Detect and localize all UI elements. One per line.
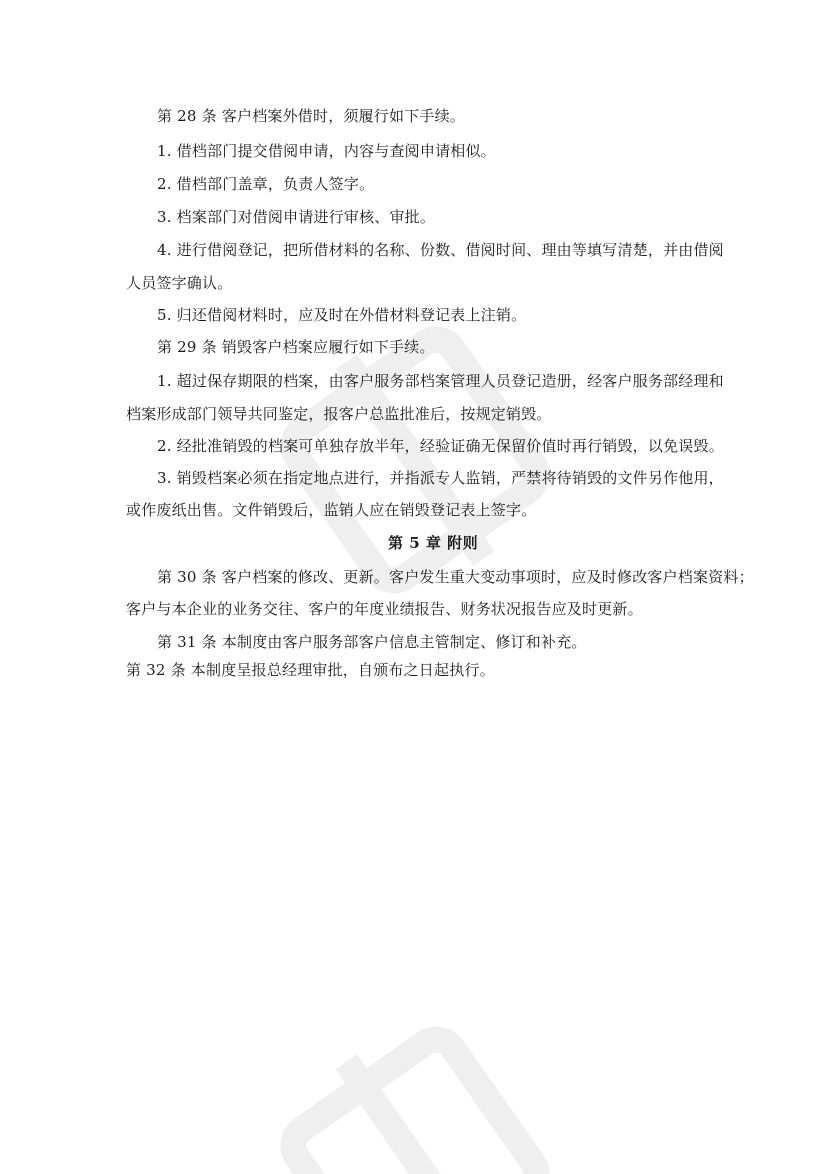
article-32: 第 32 条 本制度呈报总经理审批，自颁布之日起执行。	[126, 661, 495, 679]
chapter-5-heading: 第 5 章 附则	[388, 534, 479, 552]
article-29-item-3: 3. 销毁档案必须在指定地点进行，并指派专人监销，严禁将待销毁的文件另作他用，	[157, 469, 724, 487]
article-30-cont: 客户与本企业的业务交往、客户的年度业绩报告、财务状况报告应及时更新。	[126, 600, 643, 618]
article-28-item-3: 3. 档案部门对借阅申请进行审核、审批。	[157, 208, 436, 226]
article-31: 第 31 条 本制度由客户服务部客户信息主管制定、修订和补充。	[157, 633, 587, 651]
article-29-item-2: 2. 经批准销毁的档案可单独存放半年，经验证确无保留价值时再行销毁，以免误毁。	[157, 437, 724, 455]
article-28: 第 28 条 客户档案外借时，须履行如下手续。	[157, 107, 465, 125]
article-28-item-4-cont: 人员签字确认。	[126, 274, 233, 292]
article-28-item-4: 4. 进行借阅登记，把所借材料的名称、份数、借阅时间、理由等填写清楚，并由借阅	[157, 241, 724, 259]
article-28-item-2: 2. 借档部门盖章，负责人签字。	[157, 175, 375, 193]
article-29-item-3-cont: 或作废纸出售。文件销毁后，监销人应在销毁登记表上签字。	[126, 501, 537, 519]
article-29: 第 29 条 销毁客户档案应履行如下手续。	[157, 338, 435, 356]
article-30: 第 30 条 客户档案的修改、更新。客户发生重大变动事项时，应及时修改客户档案资料；	[157, 568, 754, 586]
article-28-item-1: 1. 借档部门提交借阅申请，内容与查阅申请相似。	[157, 142, 496, 160]
article-29-item-1-cont: 档案形成部门领导共同鉴定，报客户总监批准后，按规定销毁。	[126, 405, 552, 423]
article-29-item-1: 1. 超过保存期限的档案，由客户服务部档案管理人员登记造册，经客户服务部经理和	[157, 372, 724, 390]
watermark-graphic-bottom	[250, 1000, 580, 1174]
article-28-item-5: 5. 归还借阅材料时，应及时在外借材料登记表上注销。	[157, 306, 527, 324]
